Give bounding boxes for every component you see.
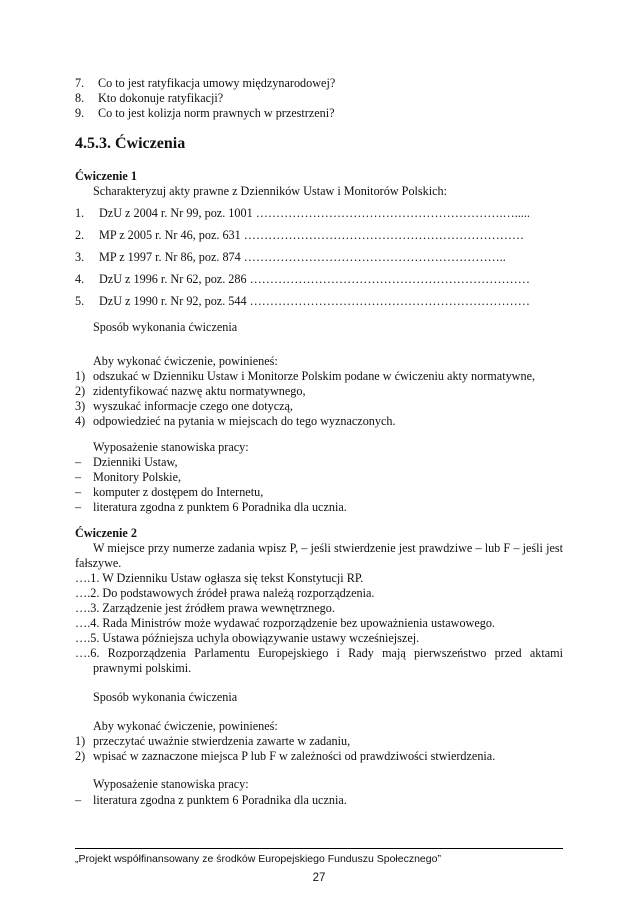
exercise-2-instruction: W miejsce przy numerze zadania wpisz P, – jeśli stwierdzenie jest prawdziwe – lub F – jeśli jest fałszywe. (75, 541, 563, 570)
equipment-item (75, 470, 181, 485)
equipment-title: Wyposażenie stanowiska pracy: (93, 440, 249, 454)
page-number: 27 (312, 872, 326, 884)
statement-item: ….1. W Dzienniku Ustaw ogłasza się tekst Konstytucji RP. (75, 571, 364, 585)
method-title: Sposób wykonania ćwiczenia (93, 690, 238, 704)
act-item (75, 272, 530, 287)
step-text: odpowiedzieć na pytania w miejscach do tego wyznaczonych. (93, 414, 396, 428)
question-item (75, 106, 335, 121)
act-item (75, 250, 506, 265)
step-number: 2) (75, 384, 86, 398)
step-number: 4) (75, 414, 86, 428)
question-item (75, 91, 223, 106)
step-text: odszukać w Dzienniku Ustaw i Monitorze Polskim podane w ćwiczeniu akty normatywne, (93, 369, 536, 383)
method-intro: Aby wykonać ćwiczenie, powinieneś: (93, 719, 278, 733)
equipment-text: literatura zgodna z punktem 6 Poradnika dla ucznia. (93, 500, 347, 514)
equipment-text: Dzienniki Ustaw, (93, 455, 178, 469)
act-number: 3. (75, 250, 85, 264)
act-item (75, 294, 530, 309)
exercise-1-instruction: Scharakteryzuj akty prawne z Dzienników Ustaw i Monitorów Polskich: (93, 184, 448, 198)
question-text: Kto dokonuje ratyfikacji? (98, 91, 224, 105)
step-number: 1) (75, 734, 86, 748)
section-title: 4.5.3. Ćwiczenia (75, 135, 186, 152)
dash: – (75, 455, 82, 469)
dash: – (75, 793, 82, 807)
step-item (75, 384, 306, 399)
footer-divider (75, 848, 563, 849)
dash: – (75, 470, 82, 484)
statement-item: ….6. Rozporządzenia Parlamentu Europejskiego i Rady mają pierwszeństwo przed aktami prawnymi polskimi. (75, 646, 563, 675)
statement-item: ….2. Do podstawowych źródeł prawa należą rozporządzenia. (75, 586, 375, 600)
act-text: DzU z 1996 r. Nr 62, poz. 286 …………………………………………………………… (99, 272, 530, 286)
step-item (75, 369, 535, 384)
step-number: 3) (75, 399, 86, 413)
method-title: Sposób wykonania ćwiczenia (93, 320, 238, 334)
dash: – (75, 500, 82, 514)
act-number: 4. (75, 272, 85, 286)
equipment-item (75, 500, 347, 515)
question-item (75, 76, 335, 91)
act-item (75, 206, 530, 221)
question-number: 9. (75, 106, 85, 120)
step-text: wyszukać informacje czego one dotyczą, (93, 399, 293, 413)
step-text: zidentyfikować nazwę aktu normatywnego, (93, 384, 306, 398)
exercise-2-title: Ćwiczenie 2 (75, 526, 137, 540)
equipment-item (75, 455, 178, 470)
equipment-text: komputer z dostępem do Internetu, (93, 485, 264, 499)
dash: – (75, 485, 82, 499)
step-text: przeczytać uważnie stwierdzenia zawarte w zadaniu, (93, 734, 351, 748)
step-number: 2) (75, 749, 86, 763)
equipment-item (75, 793, 347, 808)
act-text: MP z 1997 r. Nr 86, poz. 874 ……………………………………………………….. (99, 250, 506, 264)
equipment-text: literatura zgodna z punktem 6 Poradnika dla ucznia. (93, 793, 347, 807)
equipment-item (75, 485, 263, 500)
step-item (75, 414, 396, 429)
act-text: MP z 2005 r. Nr 46, poz. 631 …………………………………………………………… (99, 228, 525, 242)
equipment-title: Wyposażenie stanowiska pracy: (93, 777, 249, 791)
act-number: 5. (75, 294, 85, 308)
exercise-1-title: Ćwiczenie 1 (75, 169, 137, 183)
step-item (75, 399, 293, 414)
act-text: DzU z 2004 r. Nr 99, poz. 1001 …………………………………………………….…..... (99, 206, 530, 220)
question-text: Co to jest kolizja norm prawnych w przestrzeni? (98, 106, 335, 120)
statement-item: ….3. Zarządzenie jest źródłem prawa wewnętrznego. (75, 601, 335, 615)
footer-funding-note: „Projekt współfinansowany ze środków Europejskiego Funduszu Społecznego” (75, 853, 441, 865)
question-text: Co to jest ratyfikacja umowy międzynarodowej? (98, 76, 336, 90)
act-number: 2. (75, 228, 85, 242)
step-number: 1) (75, 369, 86, 383)
act-number: 1. (75, 206, 85, 220)
question-number: 7. (75, 76, 85, 90)
step-item (75, 749, 495, 764)
statement-item: ….4. Rada Ministrów może wydawać rozporządzenie bez upoważnienia ustawowego. (75, 616, 495, 630)
question-number: 8. (75, 91, 85, 105)
act-item (75, 228, 524, 243)
step-item (75, 734, 350, 749)
statement-item: ….5. Ustawa późniejsza uchyla obowiązywanie ustawy wcześniejszej. (75, 631, 420, 645)
equipment-text: Monitory Polskie, (93, 470, 182, 484)
act-text: DzU z 1990 r. Nr 92, poz. 544 …………………………………………………………… (99, 294, 530, 308)
method-intro: Aby wykonać ćwiczenie, powinieneś: (93, 354, 278, 368)
step-text: wpisać w zaznaczone miejsca P lub F w zależności od prawdziwości stwierdzenia. (93, 749, 496, 763)
